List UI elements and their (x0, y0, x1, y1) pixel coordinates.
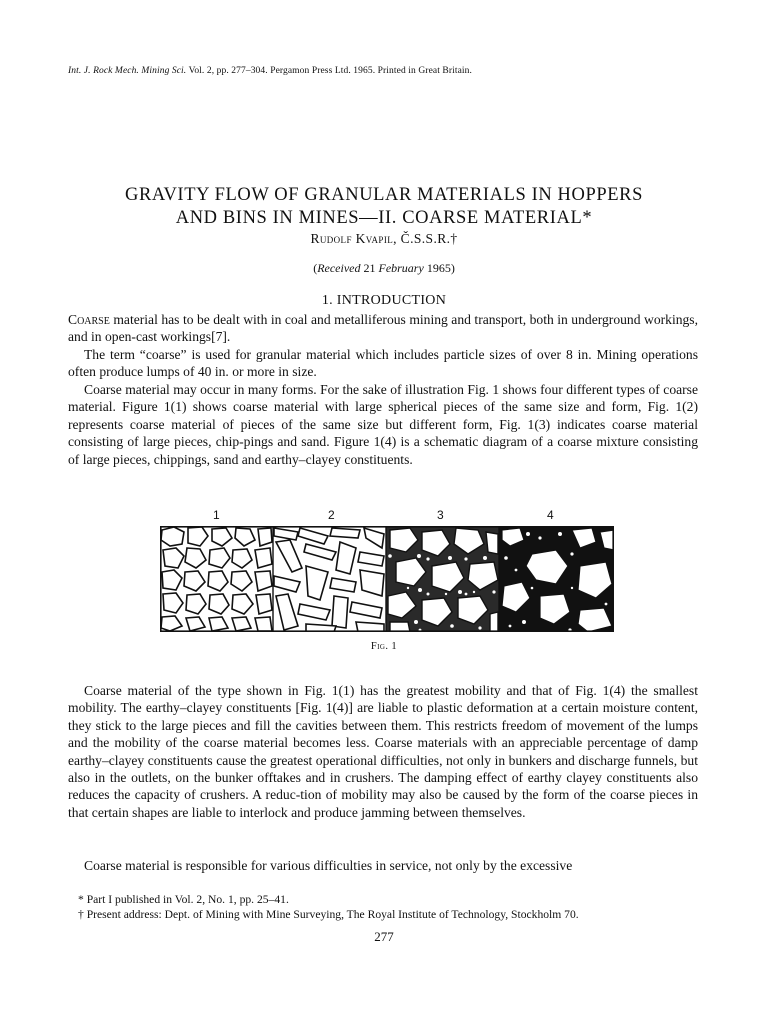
journal-name: Int. J. Rock Mech. Mining Sci. (68, 66, 187, 76)
paragraph-3: Coarse material may occur in many forms. For the sake of illustration Fig. 1 shows four different types of coarse material. Figure 1(1) shows coarse material with large spherical pieces of the same size and form, Fig. 1(2) represents coarse material of pieces of the same size but different form, Fig. 1(3) indicates coarse material consisting of large pieces, chip-pings and sand. Figure 1(4) is a schematic diagram of a coarse mixture consisting of large pieces, chippings, sand and earthy–clayey constituents. (68, 382, 698, 467)
footnote-1: * Part I published in Vol. 2, No. 1, pp. 25–41. (78, 893, 289, 906)
figure-panel-1-pieces (161, 527, 272, 631)
received-day: 21 (360, 261, 379, 275)
title-line-1: GRAVITY FLOW OF GRANULAR MATERIALS IN HOPPERS (125, 185, 643, 205)
figure-1-illustration (160, 526, 614, 632)
figure-panel-label-4: 4 (547, 508, 554, 522)
figure-1 (160, 508, 614, 633)
paragraph-1-lead: Coarse (68, 312, 110, 327)
figure-caption: Fig. 1 (370, 641, 398, 652)
figure-panel-2-pieces (274, 528, 384, 632)
paragraph-1-text: material has to be dealt with in coal and metalliferous mining and transport, both in underground workings, and in open-cast workings[7]. (68, 312, 698, 345)
figure-panel-3-pieces (386, 526, 499, 632)
article-title (40, 184, 728, 230)
received-paren: ( (313, 261, 318, 275)
received-year: 1965) (423, 261, 455, 275)
received-word: Received (317, 261, 361, 275)
paragraph-2: The term “coarse” is used for granular material which includes particle sizes of over 8 in. Mining operations often produce lumps of 40 in. or more in size. (68, 347, 698, 380)
paragraph-1 (68, 311, 698, 346)
footnote-2: † Present address: Dept. of Mining with Mine Surveying, The Royal Institute of Technology, Stockholm 70. (78, 908, 579, 921)
section-heading: 1. INTRODUCTION (321, 293, 447, 308)
received-month: February (378, 261, 424, 275)
page-number: 277 (374, 929, 394, 944)
journal-details: Vol. 2, pp. 277–304. Pergamon Press Ltd. 1965. Printed in Great Britain. (186, 66, 472, 76)
author-line: Rudolf Kvapil, Č.S.S.R.† (310, 231, 458, 246)
title-line-2: AND BINS IN MINES—II. COARSE MATERIAL* (175, 208, 593, 228)
figure-panel-4-pieces (499, 526, 614, 632)
paragraph-5: Coarse material is responsible for various difficulties in service, not only by the excessive (84, 858, 573, 873)
paragraph-4: Coarse material of the type shown in Fig. 1(1) has the greatest mobility and that of Fig. 1(4) the smallest mobility. The earthy–clayey constituents [Fig. 1(4)] are liable to plastic deformation at a certain moisture content, they stick to the large pieces and fill the cavities between them. This restricts freedom of movement of the lumps and the mobility of the coarse material becomes less. Coarse materials with an appreciable percentage of damp earthy–clayey constituents cause the greatest operational difficulties, not only in bunkers and discharge funnels, but also in the outlets, on the bunker offtakes and in crushers. The damping effect of earthy clayey constituents also reduces the capacity of crushers. A reduc-tion of mobility may also be caused by the form of the coarse pieces in that certain shapes are liable to interlock and produce jamming between themselves. (68, 683, 698, 820)
figure-panel-label-3: 3 (437, 508, 444, 522)
journal-header (68, 66, 472, 76)
figure-panel-label-2: 2 (328, 508, 335, 522)
received-date (40, 261, 728, 276)
figure-panel-label-1: 1 (213, 508, 220, 522)
